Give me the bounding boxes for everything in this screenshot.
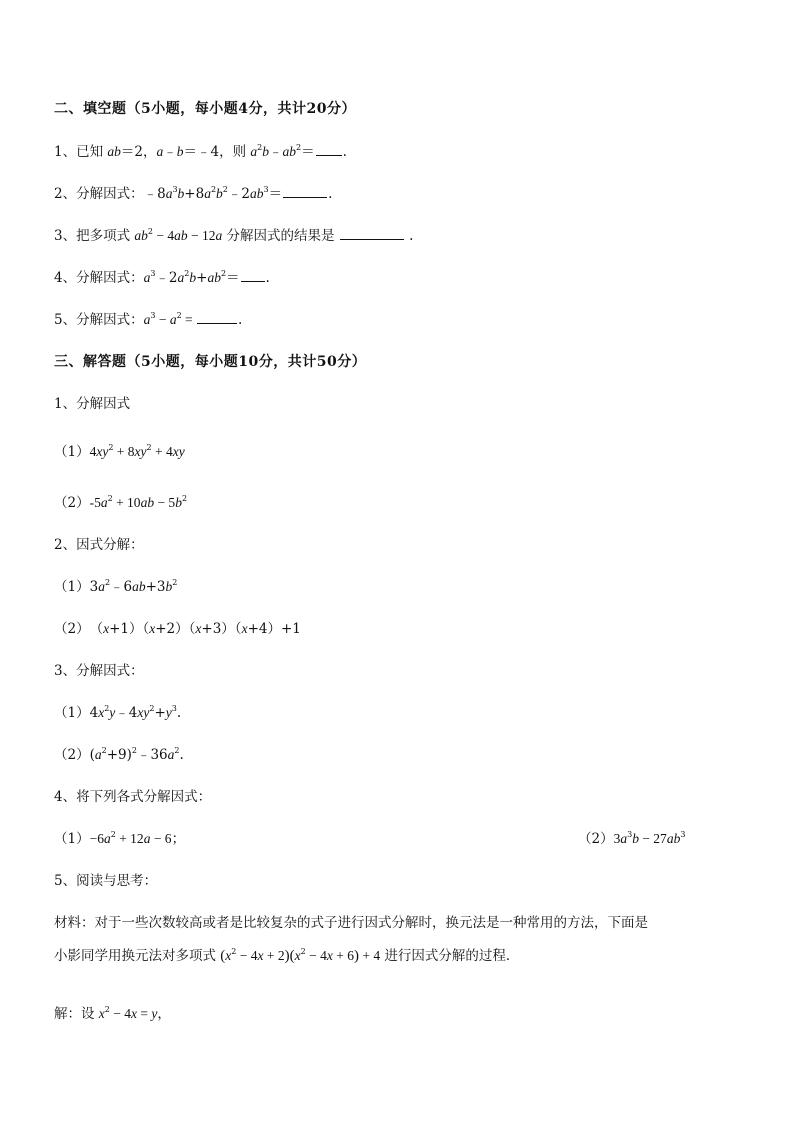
fill-question-5: 5、分解因式：$a^3 - a^2$ = . bbox=[54, 311, 243, 328]
problem-2-title: 2、因式分解： bbox=[54, 537, 144, 553]
answer-blank[interactable] bbox=[241, 270, 265, 282]
problem-2-part-2: （2） （x+1）（x+2）（x+3）（x+4）+1 bbox=[54, 621, 301, 637]
answer-blank[interactable] bbox=[316, 144, 342, 156]
problem-2-part-1: $(1)3a^2﹣6ab+3b^2$ bbox=[54, 578, 178, 595]
problem-4-title: 4、将下列各式分解因式： bbox=[54, 789, 212, 805]
problem-5-title: 5、阅读与思考： bbox=[54, 873, 158, 889]
problem-1-part-2: $(2)-5a^2 + 10ab - 5b^2$ bbox=[54, 494, 188, 511]
problem-5-solution: 解：设 $x^2 - 4x = y$， bbox=[54, 1005, 171, 1022]
problem-1-part-1: $(1)4xy^2 + 8xy^2 + 4xy$ bbox=[54, 443, 185, 460]
answer-blank[interactable] bbox=[283, 186, 327, 198]
problem-5-material-line-1: 材料：对于一些次数较高或者是比较复杂的式子进行因式分解时，换元法是一种常用的方法，下面是 bbox=[54, 915, 648, 931]
fill-question-3: 3、把多项式 $ab^2 - 4ab - 12a$ 分解因式的结果是 . bbox=[54, 227, 414, 244]
fill-question-2: 2、分解因式：$﹣8a^3b+8a^2b^2﹣2ab^3=$ . bbox=[54, 185, 333, 202]
fill-question-1: 1、已知 ab＝2，a﹣b＝﹣4，则 $a^2b﹣ab^2=$ . bbox=[54, 143, 347, 160]
problem-3-part-1: $(1)4x^2y﹣4xy^2+y^3$. bbox=[54, 704, 182, 721]
problem-4-part-1: $(1)-6a^2 + 12a - 6$； bbox=[54, 830, 186, 847]
problem-1-title: 1、分解因式 bbox=[54, 396, 131, 412]
problem-5-material-line-2: 小影同学用换元法对多项式 $(x^2 - 4x + 2)(x^2 - 4x + 6) + 4$ 进行因式分解的过程． bbox=[54, 947, 520, 964]
problem-3-part-2: $(2)(a^2+9)^2﹣36a^2$. bbox=[54, 746, 184, 763]
section-3-title: 三、解答题（5小题，每小题10分，共计50分） bbox=[54, 354, 367, 370]
problem-3-title: 3、分解因式： bbox=[54, 663, 144, 679]
problem-4-part-2: $(2)3a^3b - 27ab^3$ bbox=[578, 830, 686, 847]
fill-question-4: 4、分解因式：$a^3﹣2a^2b+ab^2=$ . bbox=[54, 269, 270, 286]
answer-blank[interactable] bbox=[340, 228, 404, 240]
section-2-title: 二、填空题（5小题，每小题4分，共计20分） bbox=[54, 101, 356, 117]
answer-blank[interactable] bbox=[197, 312, 237, 324]
